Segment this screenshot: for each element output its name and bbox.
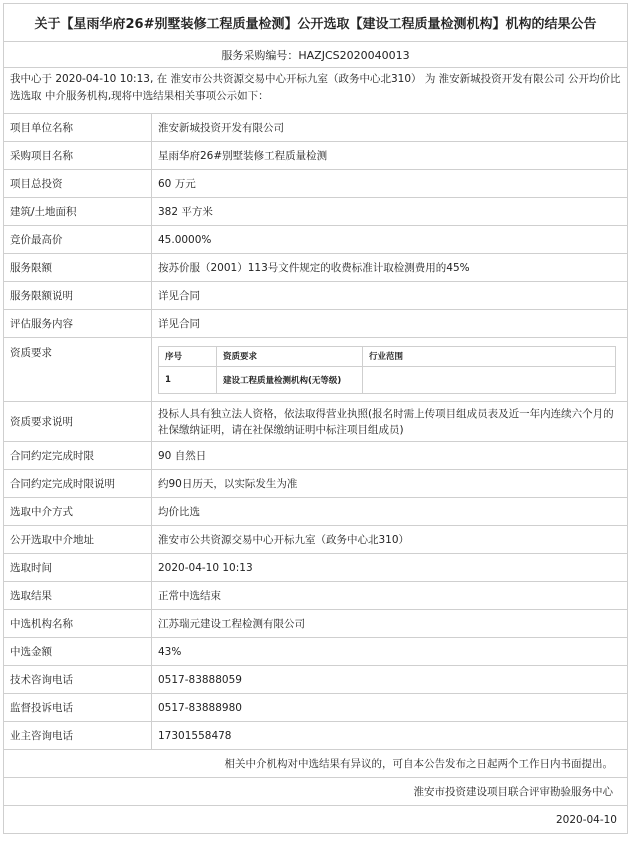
info-label: 技术咨询电话 bbox=[4, 666, 152, 694]
qualification-header-requirement: 资质要求 bbox=[217, 346, 363, 366]
info-row bbox=[4, 470, 628, 498]
qualification-row bbox=[4, 338, 628, 402]
info-label: 中选机构名称 bbox=[4, 610, 152, 638]
info-value: 60 万元 bbox=[152, 170, 628, 198]
info-row bbox=[4, 582, 628, 610]
info-value: 2020-04-10 10:13 bbox=[152, 554, 628, 582]
info-value: 90 自然日 bbox=[152, 442, 628, 470]
info-label: 选取结果 bbox=[4, 582, 152, 610]
info-label: 合同约定完成时限说明 bbox=[4, 470, 152, 498]
qualification-label: 资质要求 bbox=[4, 338, 152, 402]
qualification-table bbox=[158, 346, 616, 394]
info-row bbox=[4, 526, 628, 554]
info-label: 选取中介方式 bbox=[4, 498, 152, 526]
info-value: 淮安市公共资源交易中心开标九室（政务中心北310） bbox=[152, 526, 628, 554]
info-label: 中选金额 bbox=[4, 638, 152, 666]
info-row bbox=[4, 498, 628, 526]
info-label: 监督投诉电话 bbox=[4, 694, 152, 722]
info-row bbox=[4, 226, 628, 254]
info-label: 公开选取中介地址 bbox=[4, 526, 152, 554]
info-value: 0517-83888980 bbox=[152, 694, 628, 722]
info-value: 详见合同 bbox=[152, 282, 628, 310]
qualification-desc-row bbox=[4, 402, 628, 442]
info-value: 详见合同 bbox=[152, 310, 628, 338]
info-row bbox=[4, 170, 628, 198]
qualification-requirement: 建设工程质量检测机构(无等级) bbox=[217, 366, 363, 393]
info-value: 382 平方米 bbox=[152, 198, 628, 226]
qualification-desc-value: 投标人具有独立法人资格，依法取得营业执照(报名时需上传项目组成员表及近一年内连续六个月的社保缴纳证明，请在社保缴纳证明中标注项目组成员) bbox=[152, 402, 628, 442]
qualification-desc-label: 资质要求说明 bbox=[4, 402, 152, 442]
info-value: 45.0000% bbox=[152, 226, 628, 254]
info-label: 建筑/土地面积 bbox=[4, 198, 152, 226]
info-label: 评估服务内容 bbox=[4, 310, 152, 338]
info-row bbox=[4, 142, 628, 170]
info-value: 正常中选结束 bbox=[152, 582, 628, 610]
info-value: 星雨华府26#别墅装修工程质量检测 bbox=[152, 142, 628, 170]
qualification-no: 1 bbox=[159, 366, 217, 393]
info-value: 江苏瑞元建设工程检测有限公司 bbox=[152, 610, 628, 638]
issuing-organization: 淮安市投资建设项目联合评审勘验服务中心 bbox=[4, 778, 628, 806]
info-row bbox=[4, 254, 628, 282]
info-label: 项目总投资 bbox=[4, 170, 152, 198]
info-value: 约90日历天，以实际发生为准 bbox=[152, 470, 628, 498]
info-label: 合同约定完成时限 bbox=[4, 442, 152, 470]
info-row bbox=[4, 282, 628, 310]
qualification-header-row bbox=[159, 346, 616, 366]
qualification-header-scope: 行业范围 bbox=[363, 346, 616, 366]
qualification-data-row bbox=[159, 366, 616, 393]
info-value: 按苏价服（2001）113号文件规定的收费标准计取检测费用的45% bbox=[152, 254, 628, 282]
info-value: 43% bbox=[152, 638, 628, 666]
info-label: 选取时间 bbox=[4, 554, 152, 582]
info-label: 竞价最高价 bbox=[4, 226, 152, 254]
info-row bbox=[4, 610, 628, 638]
announcement-page bbox=[3, 3, 628, 834]
procurement-code: 服务采购编号：HAZJCS2020040013 bbox=[4, 42, 628, 68]
info-row bbox=[4, 198, 628, 226]
announcement-title: 关于【星雨华府26#别墅装修工程质量检测】公开选取【建设工程质量检测机构】机构的结果公告 bbox=[4, 4, 628, 42]
info-label: 业主咨询电话 bbox=[4, 722, 152, 750]
info-value: 淮安新城投资开发有限公司 bbox=[152, 114, 628, 142]
info-label: 项目单位名称 bbox=[4, 114, 152, 142]
info-label: 服务限额 bbox=[4, 254, 152, 282]
info-value: 17301558478 bbox=[152, 722, 628, 750]
intro-text: 我中心于 2020-04-10 10:13, 在 淮安市公共资源交易中心开标九室（政务中心北310） 为 淮安新城投资开发有限公司 公开均价比选选取 中介服务机构,现将中选结果相关事项公示如下： bbox=[4, 68, 628, 114]
info-label: 采购项目名称 bbox=[4, 142, 152, 170]
info-row bbox=[4, 114, 628, 142]
qualification-cell bbox=[152, 338, 628, 402]
info-row bbox=[4, 554, 628, 582]
info-value: 0517-83888059 bbox=[152, 666, 628, 694]
info-row bbox=[4, 666, 628, 694]
announcement-table bbox=[3, 3, 628, 834]
info-row bbox=[4, 310, 628, 338]
info-row bbox=[4, 694, 628, 722]
announcement-date: 2020-04-10 bbox=[4, 806, 628, 834]
info-row bbox=[4, 442, 628, 470]
qualification-header-no: 序号 bbox=[159, 346, 217, 366]
info-row bbox=[4, 638, 628, 666]
qualification-scope bbox=[363, 366, 616, 393]
objection-notice: 相关中介机构对中选结果有异议的，可自本公告发布之日起两个工作日内书面提出。 bbox=[4, 750, 628, 778]
info-label: 服务限额说明 bbox=[4, 282, 152, 310]
info-row bbox=[4, 722, 628, 750]
info-value: 均价比选 bbox=[152, 498, 628, 526]
